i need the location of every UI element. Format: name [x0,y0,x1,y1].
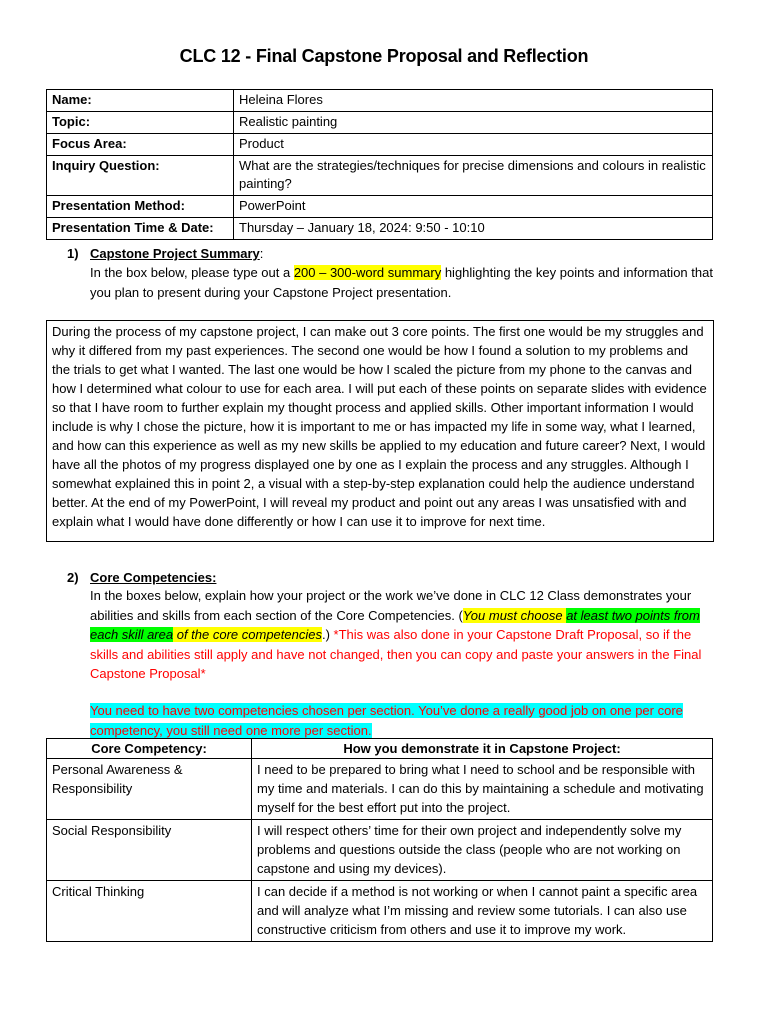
teacher-feedback [90,701,716,740]
highlighted-requirement-green: at least two points from each skill area [90,607,700,643]
section-title: Core Competencies: [90,570,217,585]
competency-description: I will respect others’ time for their own project and independently solve my problems and questions outside the class (people who are not working on capstone and using my devices). [252,820,713,881]
table-row [47,881,713,942]
info-row [47,156,713,196]
instruction-text: In the box below, please type out a [90,265,294,280]
column-header: Core Competency: [47,739,252,759]
info-label: Presentation Method: [47,196,234,218]
instruction-text: In the boxes below, explain how your project or the work we’ve done in CLC 12 Class demonstrates your abilities and skills from each section of the Core Competencies. ( [90,588,692,623]
section-title: Capstone Project Summary [90,246,260,261]
highlighted-requirement: of the core competencies [173,627,322,643]
instruction-text: .) [321,627,330,643]
info-label: Focus Area: [47,134,234,156]
highlighted-requirement: You must choose [462,607,567,623]
info-value: PowerPoint [234,196,713,218]
table-header-row [47,739,713,759]
document-title: CLC 12 - Final Capstone Proposal and Reflection [179,46,589,66]
info-value: Thursday – January 18, 2024: 9:50 - 10:10 [234,218,713,240]
section-1-instructions [90,263,716,302]
info-label: Name: [47,90,234,112]
info-row [47,134,713,156]
info-value: Realistic painting [234,112,713,134]
competency-name: Personal Awareness & Responsibility [47,759,252,820]
highlighted-word-count: 200 – 300-word summary [293,265,442,280]
info-label: Presentation Time & Date: [47,218,234,240]
info-value: Heleina Flores [234,90,713,112]
feedback-highlight: You need to have two competencies chosen per section. You’ve done a really good job on one per core competency, you still need one more per section. [90,703,683,738]
table-row [47,759,713,820]
instruction-text: highlighting the key points and information that you plan to present during your Capstone Project presentation. [90,265,713,300]
info-label: Inquiry Question: [47,156,234,196]
competency-description: I can decide if a method is not working or when I cannot paint a specific area and will analyze what I’m missing and review some tutorials. I can also use constructive criticism from others and use it to improve my work. [252,881,713,942]
info-row [47,218,713,240]
column-header: How you demonstrate it in Capstone Project: [252,739,713,759]
info-value: Product [234,134,713,156]
competency-name: Social Responsibility [47,820,252,881]
info-label: Topic: [47,112,234,134]
section-1-heading [67,244,263,263]
section-title-colon: : [259,246,264,261]
core-competency-table [46,738,713,942]
section-2-heading [67,568,216,587]
info-row [47,112,713,134]
section-number: 2) [67,570,79,585]
red-note: *This was also done in your Capstone Draft Proposal, so if the skills and abilities still apply and have not changed, then you can copy and paste your answers in the Final Capstone Proposal* [90,627,702,682]
competency-name: Critical Thinking [47,881,252,942]
info-row [47,90,713,112]
student-info-table [46,89,713,240]
table-row [47,820,713,881]
competency-description: I need to be prepared to bring what I need to school and be responsible with my time and materials. I can do this by maintaining a schedule and motivating myself for the best effort put into the project. [252,759,713,820]
summary-text-box: During the process of my capstone project, I can make out 3 core points. The first one would be my struggles and why it differed from my past experiences. The second one would be how I found a solution to my problems and the trials to get what I wanted. The last one would be how I scaled the picture from my phone to the canvas and how I determined what colour to use for each area. I will put each of these points on separate slides with evidence so that I have room to further explain my thought process and applied skills. Other important information I would include is why I chose the picture, how it is important to me or has impacted my life in some way, what I learned, and how can this experience as well as my new skills be applied to my education and future career? Next, I would have all the photos of my progress displayed one by one as I explain the process and any struggles. Although I somewhat explained this in point 2, a visual with a step-by-step explanation could help the audience understand better. At the end of my PowerPoint, I will reveal my product and point out any areas I was unsatisfied with and explain what I would have done differently or how I can use it to improve for next time. [46,320,714,542]
section-2-instructions [90,586,716,684]
section-number: 1) [67,246,79,261]
info-row [47,196,713,218]
info-value: What are the strategies/techniques for precise dimensions and colours in realistic painting? [234,156,713,196]
